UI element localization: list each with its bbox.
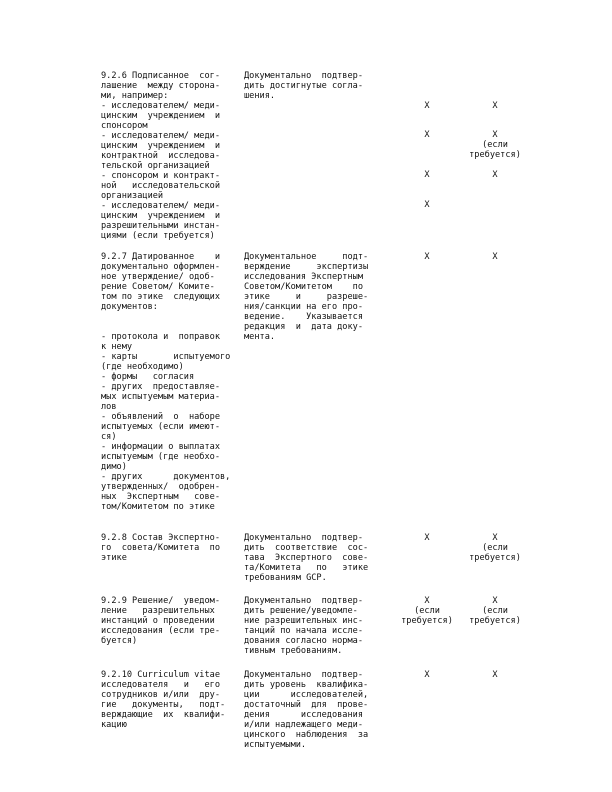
purpose-text-line: та/Комитета по этике — [244, 563, 369, 573]
requirement-text-line: документально оформлен- — [101, 262, 220, 272]
requirement-text-line: утвержденных/ одобрен- — [101, 482, 220, 492]
purpose-text-line: редакция и дата доку- — [244, 322, 363, 332]
purpose-text-line: дения исследования — [244, 710, 363, 720]
requirement-text-line: ление разрешительных — [101, 606, 215, 616]
purpose-text-line: Документальное подт- — [244, 252, 369, 262]
requirement-text-line: 9.2.7 Датированное и — [101, 252, 220, 262]
requirement-text-line: рение Советом/ Комите- — [101, 282, 215, 292]
sponsor-file-mark: X — [492, 670, 498, 680]
requirement-text-line: - спонсором и контракт- — [101, 171, 220, 181]
requirement-text-line: го совета/Комитета по — [101, 543, 220, 553]
requirement-text-line: циями (если требуется) — [101, 231, 215, 241]
sponsor-file-mark: X (если требуется) — [469, 130, 521, 160]
requirement-text-line: исследователя и его — [101, 680, 220, 690]
requirement-text-line: документов: — [101, 302, 158, 312]
requirement-text-line: исследования (если тре- — [101, 626, 220, 636]
investigator-file-mark: X — [424, 101, 430, 111]
requirement-text-line: - информации о выплатах — [101, 442, 220, 452]
requirement-text-line: кацию — [101, 720, 127, 730]
requirement-text-line: лашение между сторона- — [101, 81, 220, 91]
requirement-text-line: верждающие их квалифи- — [101, 710, 226, 720]
purpose-text-line: танций по начала иссле- — [244, 626, 363, 636]
requirement-text-line: - других предоставляе- — [101, 382, 220, 392]
requirement-text-line: 9.2.10 Curriculum vitae — [101, 670, 220, 680]
purpose-text-line: цинского наблюдения за — [244, 730, 369, 740]
requirement-text-line: сотрудников и/или дру- — [101, 690, 220, 700]
requirement-text-line: ное утверждение/ одоб- — [101, 272, 215, 282]
requirement-text-line: ми, например: — [101, 91, 169, 101]
sponsor-file-mark: X — [492, 101, 498, 111]
requirement-text-line: этике — [101, 553, 127, 563]
requirement-text-line: - других документов, — [101, 472, 231, 482]
requirement-text-line: разрешительными инстан- — [101, 221, 220, 231]
requirement-text-line: - протокола и поправок — [101, 332, 220, 342]
purpose-text-line: Документально подтвер- — [244, 670, 363, 680]
requirement-text-line: - исследователем/ меди- — [101, 201, 220, 211]
requirement-text-line: - исследователем/ меди- — [101, 131, 220, 141]
requirement-text-line: гие документы, подт- — [101, 700, 226, 710]
purpose-text-line: дить достигнутые согла- — [244, 81, 363, 91]
requirement-text-line: - карты испытуемого — [101, 352, 231, 362]
purpose-text-line: требованиям GCP. — [244, 573, 327, 583]
purpose-text-line: и/или надлежащего меди- — [244, 720, 363, 730]
purpose-text-line: дить уровень квалифика- — [244, 680, 369, 690]
purpose-text-line: тивным требованиям. — [244, 646, 343, 656]
requirement-text-line: буется) — [101, 636, 138, 646]
requirement-text-line: том/Комитетом по этике — [101, 502, 215, 512]
purpose-text-line: исследования Экспертным — [244, 272, 363, 282]
sponsor-file-mark: X — [492, 252, 498, 262]
purpose-text-line: Документально подтвер- — [244, 533, 363, 543]
purpose-text-line: испытуемыми. — [244, 740, 307, 750]
purpose-text-line: тава Экспертного сове- — [244, 553, 369, 563]
requirement-text-line: тельской организацией — [101, 161, 210, 171]
investigator-file-mark: X — [424, 200, 430, 210]
purpose-text-line: дить соответствие сос- — [244, 543, 369, 553]
sponsor-file-mark: X (если требуется) — [469, 533, 521, 563]
investigator-file-mark: X — [424, 252, 430, 262]
requirement-text-line: - формы согласия — [101, 372, 195, 382]
requirement-text-line: инстанций о проведении — [101, 616, 215, 626]
purpose-text-line: этике и разреше- — [244, 292, 369, 302]
investigator-file-mark: X (если требуется) — [401, 596, 453, 626]
purpose-text-line: Документально подтвер- — [244, 596, 363, 606]
purpose-text-line: ции исследователей, — [244, 690, 369, 700]
purpose-text-line: ведение. Указывается — [244, 312, 363, 322]
requirement-text-line: том по этике следующих — [101, 292, 220, 302]
requirement-text-line: организацией — [101, 191, 164, 201]
requirement-text-line: цинским учреждением и — [101, 211, 220, 221]
requirement-text-line: 9.2.6 Подписанное сог- — [101, 71, 220, 81]
investigator-file-mark: X — [424, 533, 430, 543]
requirement-text-line: спонсором — [101, 121, 148, 131]
requirement-text-line: цинским учреждением и — [101, 111, 220, 121]
purpose-text-line: ние разрешительных инс- — [244, 616, 363, 626]
requirement-text-line: (где необходимо) — [101, 362, 184, 372]
requirement-text-line: - исследователем/ меди- — [101, 101, 220, 111]
purpose-text-line: ния/санкции на его про- — [244, 302, 363, 312]
sponsor-file-mark: X (если требуется) — [469, 596, 521, 626]
purpose-text-line: Советом/Комитетом по — [244, 282, 363, 292]
requirement-text-line: ся) — [101, 432, 117, 442]
requirement-text-line: мых испытуемым материа- — [101, 392, 220, 402]
requirement-text-line: испытуемым (где необхо- — [101, 452, 220, 462]
requirement-text-line: к нему — [101, 342, 133, 352]
investigator-file-mark: X — [424, 670, 430, 680]
sponsor-file-mark: X — [492, 170, 498, 180]
purpose-text-line: верждение экспертизы — [244, 262, 369, 272]
investigator-file-mark: X — [424, 130, 430, 140]
requirement-text-line: - объявлений о наборе — [101, 412, 220, 422]
purpose-text-line: мента. — [244, 332, 276, 342]
purpose-text-line: шения. — [244, 91, 276, 101]
requirement-text-line: 9.2.8 Состав Экспертно- — [101, 533, 220, 543]
purpose-text-line: дования согласно норма- — [244, 636, 363, 646]
investigator-file-mark: X — [424, 170, 430, 180]
requirement-text-line: ных Экспертным сове- — [101, 492, 220, 502]
requirement-text-line: димо) — [101, 462, 127, 472]
requirement-text-line: ной исследовательской — [101, 181, 220, 191]
requirement-text-line: испытуемых (если имеют- — [101, 422, 220, 432]
requirement-text-line: цинским учреждением и — [101, 141, 220, 151]
requirement-text-line: контрактной исследова- — [101, 151, 220, 161]
purpose-text-line: Документально подтвер- — [244, 71, 363, 81]
requirement-text-line: 9.2.9 Решение/ уведом- — [101, 596, 220, 606]
purpose-text-line: достаточный для прове- — [244, 700, 369, 710]
requirement-text-line: лов — [101, 402, 117, 412]
purpose-text-line: дить решение/уведомле- — [244, 606, 358, 616]
